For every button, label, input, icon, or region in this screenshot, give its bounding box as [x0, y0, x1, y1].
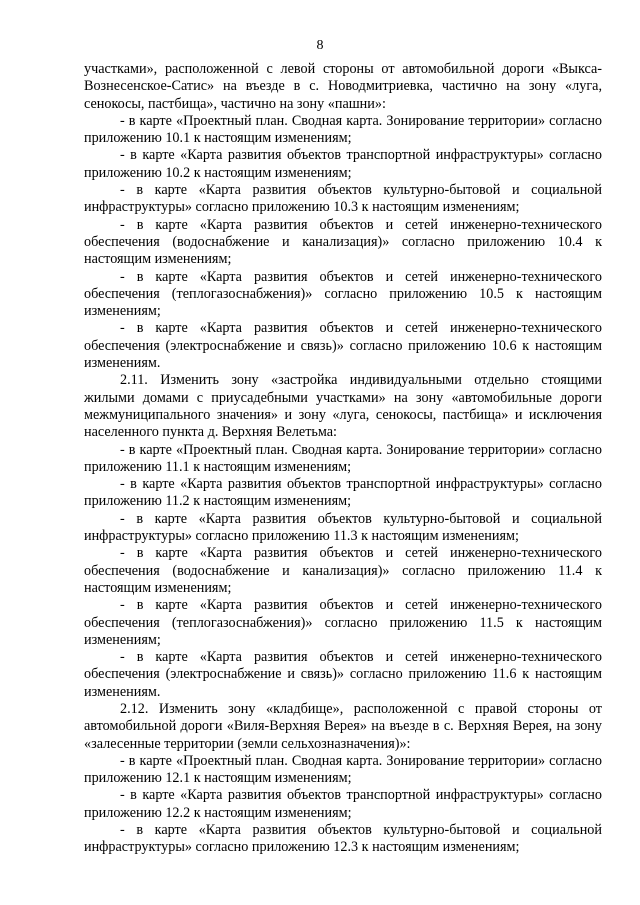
list-item: - в карте «Проектный план. Сводная карта. Зонирование территории» согласно приложению 12.1 к настоящим изменениям; [84, 752, 602, 787]
section-paragraph: 2.11. Изменить зону «застройка индивидуальными отдельно стоящими жилыми домами с приусадебными участками» на зону «автомобильные дороги межмуниципального значения» и зону «луга, сенокосы, пастбища» и исключения населенного пункта д. Верхняя Велетьма: [84, 372, 602, 441]
list-item: - в карте «Карта развития объектов и сетей инженерно-технического обеспечения (водоснабжение и канализация)» согласно приложению 10.4 к настоящим изменениям; [84, 216, 602, 268]
list-item: - в карте «Карта развития объектов и сетей инженерно-технического обеспечения (теплогазоснабжения)» согласно приложению 10.5 к настоящим изменениям; [84, 268, 602, 320]
section-paragraph: 2.12. Изменить зону «кладбище», расположенной с правой стороны от автомобильной дороги «Виля-Верхняя Верея» на въезде в с. Верхняя Верея, на зону «залесенные территории (земли сельхозназначения)»: [84, 700, 602, 752]
list-item: - в карте «Карта развития объектов культурно-бытовой и социальной инфраструктуры» согласно приложению 11.3 к настоящим изменениям; [84, 510, 602, 545]
list-item: - в карте «Карта развития объектов и сетей инженерно-технического обеспечения (теплогазоснабжения)» согласно приложению 11.5 к настоящим изменениям; [84, 597, 602, 648]
list-item: - в карте «Проектный план. Сводная карта. Зонирование территории» согласно приложению 11.1 к настоящим изменениям; [84, 441, 602, 475]
list-item: - в карте «Карта развития объектов культурно-бытовой и социальной инфраструктуры» согласно приложению 10.3 к настоящим изменениям; [84, 182, 602, 216]
list-item: - в карте «Карта развития объектов транспортной инфраструктуры» согласно приложению 11.2 к настоящим изменениям; [84, 476, 602, 510]
list-item: - в карте «Карта развития объектов и сетей инженерно-технического обеспечения (электроснабжение и связь)» согласно приложению 10.6 к настоящим изменениям. [84, 320, 602, 372]
list-item: - в карте «Карта развития объектов и сетей инженерно-технического обеспечения (водоснабжение и канализация)» согласно приложению 11.4 к настоящим изменениям; [84, 545, 602, 596]
page-number: 8 [316, 38, 324, 53]
paragraph-continuation: участками», расположенной с левой стороны от автомобильной дороги «Выкса-Вознесенское-Сатис» на въезде в с. Новодмитриевка, частично на зону «луга, сенокосы, пастбища», частично на зону «пашни»: [84, 61, 602, 112]
list-item: - в карте «Карта развития объектов и сетей инженерно-технического обеспечения (электроснабжение и связь)» согласно приложению 11.6 к настоящим изменениям. [84, 649, 602, 700]
list-item: - в карте «Карта развития объектов транспортной инфраструктуры» согласно приложению 12.2 к настоящим изменениям; [84, 787, 602, 821]
document-body [84, 61, 602, 857]
list-item: - в карте «Проектный план. Сводная карта. Зонирование территории» согласно приложению 10.1 к настоящим изменениям; [84, 112, 602, 147]
list-item: - в карте «Карта развития объектов транспортной инфраструктуры» согласно приложению 10.2 к настоящим изменениям; [84, 147, 602, 181]
list-item: - в карте «Карта развития объектов культурно-бытовой и социальной инфраструктуры» согласно приложению 12.3 к настоящим изменениям; [84, 822, 602, 856]
